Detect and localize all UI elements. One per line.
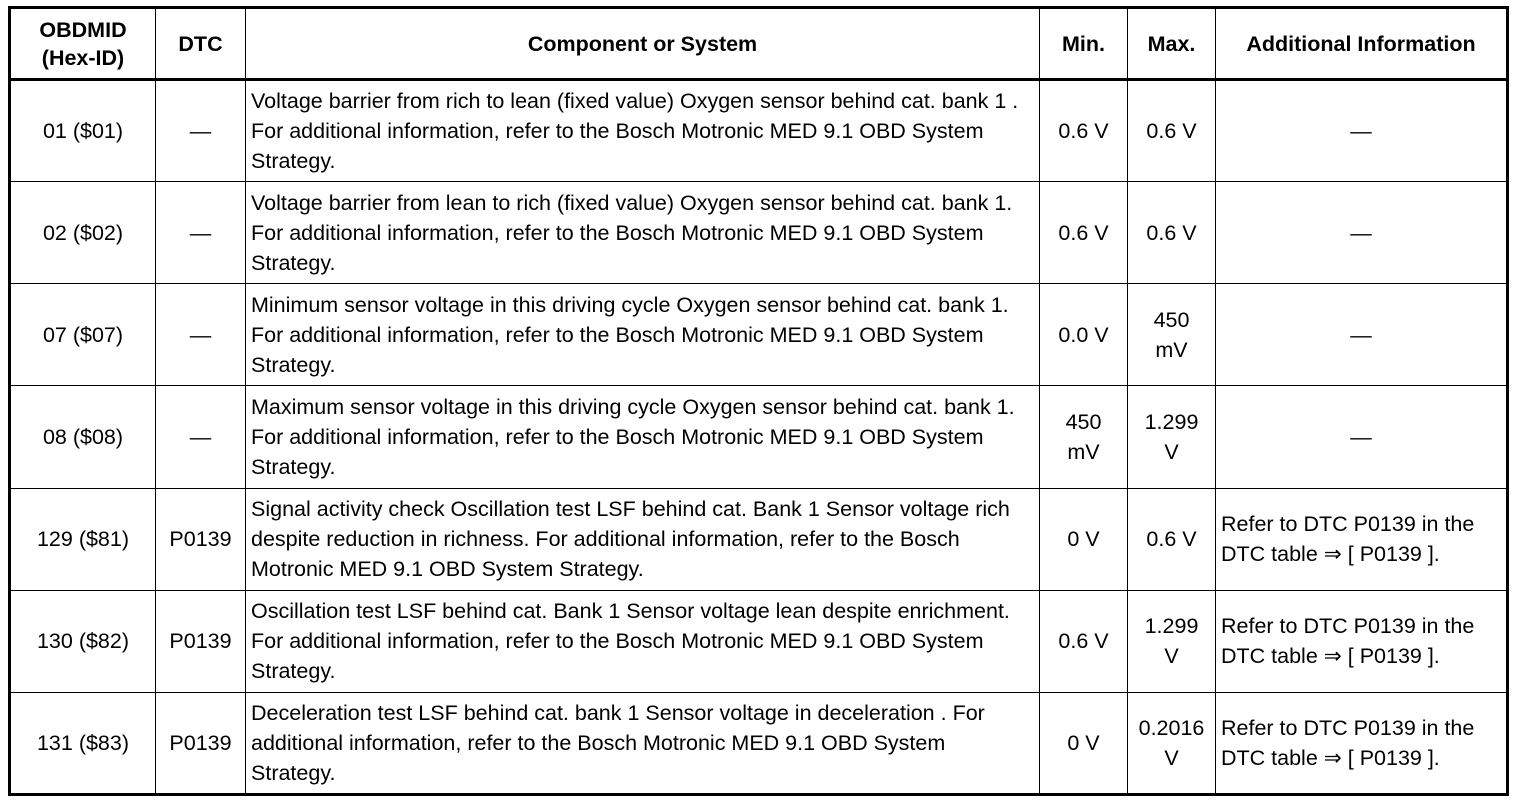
- dtc-cell: —: [156, 386, 246, 488]
- table-row: [10, 80, 1508, 182]
- header-min: Min.: [1040, 8, 1128, 80]
- info-cell: Refer to DTC P0139 in the DTC table ⇒ [ P0139 ].: [1216, 692, 1508, 794]
- obdmid-cell: 02 ($02): [10, 182, 156, 284]
- component-cell: Maximum sensor voltage in this driving cycle Oxygen sensor behind cat. bank 1. For additional information, refer to the Bosch Motronic MED 9.1 OBD System Strategy.: [246, 386, 1040, 488]
- dtc-cell: P0139: [156, 692, 246, 794]
- obdmid-cell: 08 ($08): [10, 386, 156, 488]
- header-row: [10, 8, 1508, 80]
- max-cell: 0.2016 V: [1128, 692, 1216, 794]
- component-cell: Oscillation test LSF behind cat. Bank 1 Sensor voltage lean despite enrichment. For additional information, refer to the Bosch Motronic MED 9.1 OBD System Strategy.: [246, 590, 1040, 692]
- header-dtc: DTC: [156, 8, 246, 80]
- max-cell: 0.6 V: [1128, 488, 1216, 590]
- min-cell: 0.0 V: [1040, 284, 1128, 386]
- min-cell: 0 V: [1040, 692, 1128, 794]
- dtc-cell: —: [156, 80, 246, 182]
- max-cell: 1.299 V: [1128, 386, 1216, 488]
- component-cell: Voltage barrier from rich to lean (fixed value) Oxygen sensor behind cat. bank 1 . For additional information, refer to the Bosch Motronic MED 9.1 OBD System Strategy.: [246, 80, 1040, 182]
- header-obdmid: OBDMID (Hex-ID): [10, 8, 156, 80]
- table-row: [10, 692, 1508, 794]
- obdmid-cell: 129 ($81): [10, 488, 156, 590]
- table-row: [10, 386, 1508, 488]
- component-cell: Minimum sensor voltage in this driving cycle Oxygen sensor behind cat. bank 1. For additional information, refer to the Bosch Motronic MED 9.1 OBD System Strategy.: [246, 284, 1040, 386]
- table-row: [10, 182, 1508, 284]
- obdmid-cell: 01 ($01): [10, 80, 156, 182]
- dtc-cell: P0139: [156, 590, 246, 692]
- table-row: [10, 488, 1508, 590]
- obdmid-cell: 07 ($07): [10, 284, 156, 386]
- obdmid-cell: 131 ($83): [10, 692, 156, 794]
- info-cell: —: [1216, 386, 1508, 488]
- min-cell: 450 mV: [1040, 386, 1128, 488]
- header-max: Max.: [1128, 8, 1216, 80]
- obdmid-cell: 130 ($82): [10, 590, 156, 692]
- info-cell: —: [1216, 284, 1508, 386]
- component-cell: Signal activity check Oscillation test LSF behind cat. Bank 1 Sensor voltage rich despite reduction in richness. For additional information, refer to the Bosch Motronic MED 9.1 OBD System Strategy.: [246, 488, 1040, 590]
- info-cell: —: [1216, 182, 1508, 284]
- table-row: [10, 284, 1508, 386]
- component-cell: Voltage barrier from lean to rich (fixed value) Oxygen sensor behind cat. bank 1. For additional information, refer to the Bosch Motronic MED 9.1 OBD System Strategy.: [246, 182, 1040, 284]
- dtc-cell: P0139: [156, 488, 246, 590]
- max-cell: 0.6 V: [1128, 80, 1216, 182]
- min-cell: 0.6 V: [1040, 182, 1128, 284]
- header-info: Additional Information: [1216, 8, 1508, 80]
- component-cell: Deceleration test LSF behind cat. bank 1 Sensor voltage in deceleration . For additional information, refer to the Bosch Motronic MED 9.1 OBD System Strategy.: [246, 692, 1040, 794]
- obdmid-table: [8, 6, 1509, 796]
- info-cell: Refer to DTC P0139 in the DTC table ⇒ [ P0139 ].: [1216, 590, 1508, 692]
- info-cell: —: [1216, 80, 1508, 182]
- min-cell: 0.6 V: [1040, 80, 1128, 182]
- table-row: [10, 590, 1508, 692]
- min-cell: 0 V: [1040, 488, 1128, 590]
- max-cell: 1.299 V: [1128, 590, 1216, 692]
- min-cell: 0.6 V: [1040, 590, 1128, 692]
- dtc-cell: —: [156, 182, 246, 284]
- info-cell: Refer to DTC P0139 in the DTC table ⇒ [ P0139 ].: [1216, 488, 1508, 590]
- max-cell: 0.6 V: [1128, 182, 1216, 284]
- dtc-cell: —: [156, 284, 246, 386]
- max-cell: 450 mV: [1128, 284, 1216, 386]
- header-component: Component or System: [246, 8, 1040, 80]
